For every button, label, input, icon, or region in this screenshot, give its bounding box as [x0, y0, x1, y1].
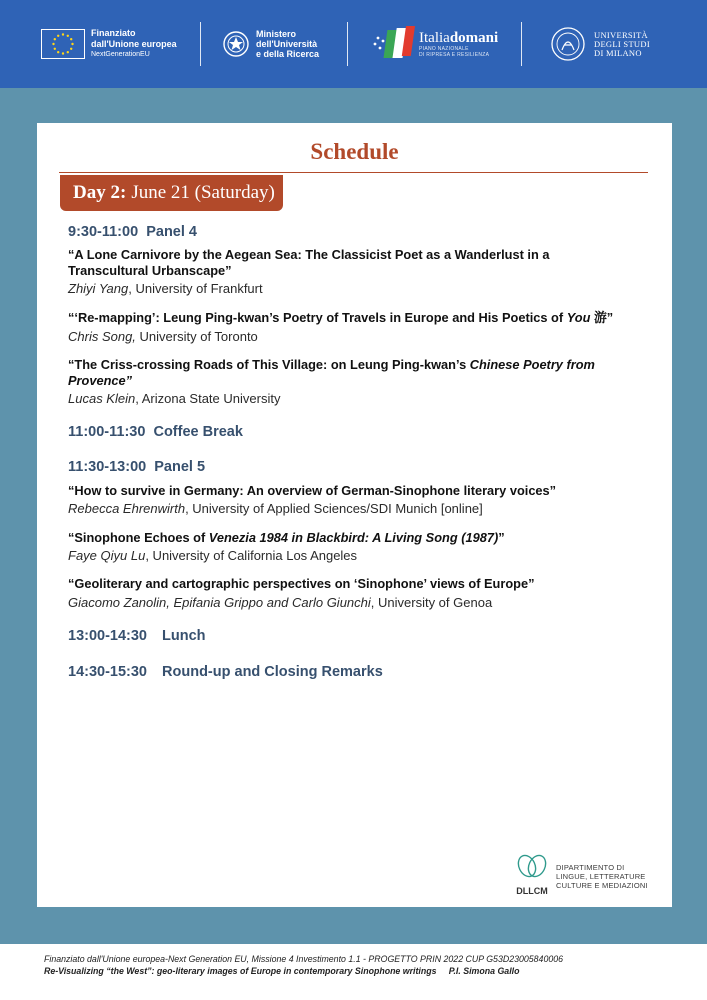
day-badge	[60, 175, 283, 211]
header-divider	[347, 22, 348, 66]
panel-4-time: 9:30-11:00	[68, 224, 139, 240]
talk-author-line	[68, 329, 258, 344]
panel-4-heading	[68, 224, 197, 240]
unimi-text-line2: DEGLI STUDI	[594, 38, 650, 49]
talk-affiliation: , University of Frankfurt	[128, 281, 263, 296]
eu-flag-icon	[41, 29, 85, 59]
dllcm-logo	[515, 854, 665, 899]
dllcm-text: DIPARTIMENTO DI LINGUE, LETTERATURE CULTURE E MEDIAZIONI	[556, 863, 648, 890]
unimi-text-line3: DI MILANO	[594, 47, 642, 58]
panel-4-name: Panel 4	[146, 224, 197, 240]
lunch-label: Lunch	[162, 628, 206, 644]
schedule-card	[37, 123, 672, 907]
talk-title-cont: Provence”	[68, 373, 133, 388]
footer-funding-line: Finanziato dall'Unione europea-Next Generation EU, Missione 4 Investimento 1.1 - PROGETTO PRIN 2022 CUP G53D23005840006	[44, 954, 564, 964]
talk-author-line	[68, 548, 357, 563]
dllcm-mark-icon	[515, 854, 549, 897]
talk-title: “Sinophone Echoes of Venezia 1984 in Blackbird: A Living Song (1987)”	[68, 530, 505, 545]
dllcm-acronym: DLLCM	[516, 886, 548, 896]
eu-text-line1: Finanziato	[91, 28, 136, 38]
header-divider	[200, 22, 201, 66]
coffee-time: 11:00-11:30	[68, 424, 146, 440]
talk-affiliation: , University of Applied Sciences/SDI Munich [online]	[185, 501, 483, 516]
talk-affiliation: , University of Genoa	[370, 595, 493, 610]
talk-affiliation: University of Toronto	[135, 329, 258, 344]
unimi-logo	[550, 22, 650, 66]
eu-text-line2: dall'Unione europea	[91, 39, 177, 49]
footer-project-title: Re-Visualizing “the West”: geo-literary images of Europe in contemporary Sinophone writings	[44, 966, 437, 976]
day-date: June 21 (Saturday)	[131, 182, 275, 203]
talk-author: Lucas Klein	[68, 391, 136, 406]
footer-project-line	[44, 966, 519, 976]
talk-author: Zhiyi Yang	[68, 281, 129, 296]
italiadomani-mark-icon	[372, 26, 416, 62]
panel-5-name: Panel 5	[154, 459, 206, 475]
coffee-label: Coffee Break	[153, 424, 243, 440]
italiadomani-sub2: DI RIPRESA E RESILIENZA	[419, 52, 490, 58]
title-divider	[59, 172, 648, 173]
eu-logo	[41, 22, 177, 66]
lunch-time: 13:00-14:30	[68, 628, 147, 644]
talk-title: “‘Re-mapping’: Leung Ping-kwan’s Poetry of Travels in Europe and His Poetics of You 游”	[68, 310, 614, 325]
panel-5-time: 11:30-13:00	[68, 459, 147, 475]
closing-time: 14:30-15:30	[68, 664, 147, 680]
italiadomani-sub1: PIANO NAZIONALE	[419, 46, 469, 52]
italiadomani-wordmark: Italiadomani	[419, 30, 499, 46]
talk-author: Rebecca Ehrenwirth	[68, 501, 186, 516]
talk-title: “The Criss-crossing Roads of This Village: on Leung Ping-kwan’s Chinese Poetry from	[68, 357, 595, 372]
eu-text-line3: NextGenerationEU	[91, 51, 150, 58]
header-divider	[521, 22, 522, 66]
talk-affiliation: , University of California Los Angeles	[145, 548, 358, 563]
talk-author: Chris Song,	[68, 329, 136, 344]
closing-label: Round-up and Closing Remarks	[162, 664, 383, 680]
page-title: Schedule	[310, 139, 399, 164]
footer	[0, 944, 707, 1000]
ministero-text-line3: e della Ricerca	[256, 49, 320, 59]
talk-title: “Geoliterary and cartographic perspectives on ‘Sinophone’ views of Europe”	[68, 576, 535, 591]
panel-5-heading	[68, 459, 205, 475]
talk-title: “A Lone Carnivore by the Aegean Sea: The Classicist Poet as a Wanderlust in a	[68, 247, 550, 262]
talk-author: Faye Qiyu Lu	[68, 548, 146, 563]
talk-affiliation: , Arizona State University	[135, 391, 281, 406]
unimi-text-line1: UNIVERSITÀ	[594, 29, 648, 40]
coffee-break	[68, 424, 243, 440]
talk-title: “How to survive in Germany: An overview of German-Sinophone literary voices”	[68, 483, 557, 498]
ministero-text-line2: dell'Università	[256, 39, 318, 49]
lunch	[68, 628, 206, 644]
header-bar	[0, 0, 707, 88]
talk-author-line	[68, 391, 280, 406]
talk-author-line	[68, 281, 263, 296]
ministero-logo	[222, 22, 319, 66]
talk-author: Giacomo Zanolin, Epifania Grippo and Carlo Giunchi	[68, 595, 371, 610]
footer-pi: P.I. Simona Gallo	[448, 966, 520, 976]
unimi-seal-icon	[550, 26, 586, 62]
italiadomani-logo	[372, 22, 498, 66]
ministero-emblem-icon	[222, 30, 250, 58]
talk-author-line	[68, 595, 492, 610]
day-label: Day 2:	[73, 182, 127, 203]
ministero-text-line1: Ministero	[256, 29, 297, 39]
closing-remarks	[68, 664, 383, 680]
talk-title-cont: Transcultural Urbanscape”	[68, 263, 232, 278]
talk-author-line	[68, 501, 483, 516]
